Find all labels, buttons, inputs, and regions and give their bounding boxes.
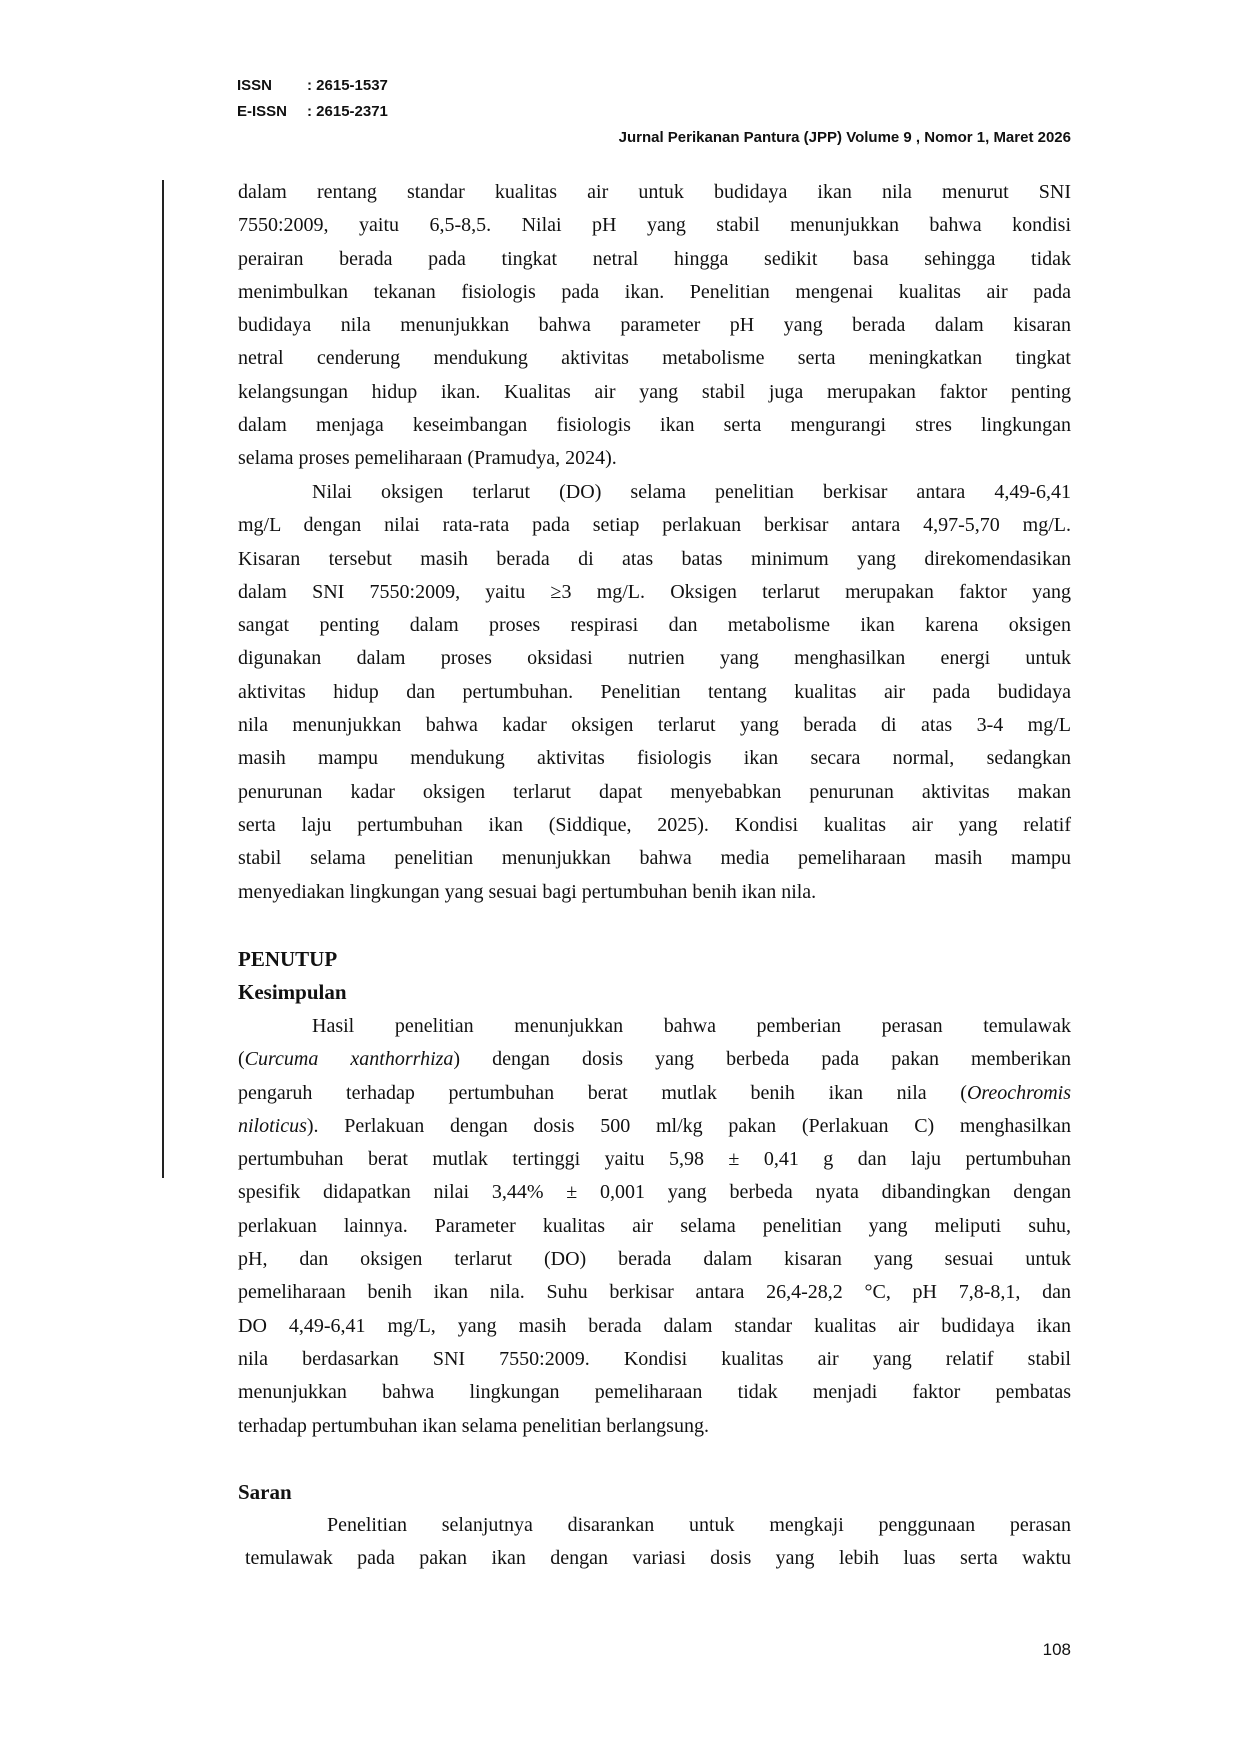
text-segment: pertumbuhan berat mutlak tertinggi yaitu 5,98 ± 0,41 g dan laju pertumbuhan [238,1148,1071,1171]
subheading-conclusion: Kesimpulan [238,980,347,1004]
italic-term: Curcuma xanthorrhiza [244,1048,454,1071]
text-segment: Hasil penelitian menunjukkan bahwa pemberian perasan temulawak [312,1015,1071,1037]
paragraph-2 [238,476,1071,909]
text-line: dalam SNI 7550:2009, yaitu ≥3 mg/L. Oksigen terlarut merupakan faktor yang [238,580,1071,603]
text-line: penurunan kadar oksigen terlarut dapat menyebabkan penurunan aktivitas makan [238,780,1071,803]
text-line [238,1176,1071,1209]
text-line: perairan berada pada tingkat netral hingga sedikit basa sehingga tidak [238,247,1071,270]
text-segment: ( [238,1048,245,1071]
eissn-label: E-ISSN [237,103,288,120]
issn-value: : 2615-1537 [307,77,388,94]
text-line [238,1110,1071,1143]
issn-label: ISSN [237,77,273,94]
text-line: Nilai oksigen terlarut (DO) selama penelitian berkisar antara 4,49-6,41 [312,481,1071,503]
italic-term: Oreochromis [966,1081,1071,1104]
text-segment: terhadap pertumbuhan ikan selama penelitian berlangsung. [238,1414,709,1437]
text-line [238,1310,1071,1343]
text-line: digunakan dalam proses oksidasi nutrien yang menghasilkan energi untuk [238,647,1071,670]
text-line: Kisaran tersebut masih berada di atas batas minimum yang direkomendasikan [238,547,1071,570]
text-line: netral cenderung mendukung aktivitas metabolisme serta meningkatkan tingkat [238,347,1071,370]
text-segment: pemeliharaan benih ikan nila. Suhu berkisar antara 26,4-28,2 °C, pH 7,8-8,1, dan [238,1281,1071,1304]
eissn-value: : 2615-2371 [307,103,388,120]
text-line [238,1276,1071,1309]
text-line: menyediakan lingkungan yang sesuai bagi pertumbuhan benih ikan nila. [238,880,817,903]
text-line: dalam menjaga keseimbangan fisiologis ikan serta mengurangi stres lingkungan [238,414,1071,437]
paragraph-1 [238,176,1071,476]
text-line: selama proses pemeliharaan (Pramudya, 2024). [238,447,617,470]
paragraph-4 [238,1509,1071,1576]
text-line [238,1243,1071,1276]
text-segment: perlakuan lainnya. Parameter kualitas air selama penelitian yang meliputi suhu, [238,1214,1071,1237]
text-line: aktivitas hidup dan pertumbuhan. Penelitian tentang kualitas air pada budidaya [238,680,1071,703]
issn-line [237,77,388,94]
text-line: menimbulkan tekanan fisiologis pada ikan. Penelitian mengenai kualitas air pada [238,280,1071,303]
text-line: mg/L dengan nilai rata-rata pada setiap perlakuan berkisar antara 4,97-5,70 mg/L. [238,514,1071,537]
subheading-suggestion: Saran [238,1480,292,1504]
text-line: dalam rentang standar kualitas air untuk budidaya ikan nila menurut SNI [238,181,1071,203]
text-line [238,1410,1071,1443]
text-line: budidaya nila menunjukkan bahwa parameter pH yang berada dalam kisaran [238,314,1071,337]
text-line: nila menunjukkan bahwa kadar oksigen terlarut yang berada di atas 3-4 mg/L [238,714,1071,737]
text-segment: pH, dan oksigen terlarut (DO) berada dalam kisaran yang sesuai untuk [238,1248,1071,1271]
text-segment: spesifik didapatkan nilai 3,44% ± 0,001 yang berbeda nyata dibandingkan dengan [238,1181,1071,1204]
italic-term: niloticus [238,1114,307,1137]
page-number: 108 [1042,1640,1071,1659]
text-line: masih mampu mendukung aktivitas fisiologis ikan secara normal, sedangkan [238,747,1071,770]
text-line [238,1343,1071,1376]
text-line: serta laju pertumbuhan ikan (Siddique, 2025). Kondisi kualitas air yang relatif [238,813,1071,836]
eissn-line [237,103,388,120]
text-line: 7550:2009, yaitu 6,5-8,5. Nilai pH yang stabil menunjukkan bahwa kondisi [238,214,1071,237]
text-line: temulawak pada pakan ikan dengan variasi dosis yang lebih luas serta waktu [245,1547,1071,1570]
paragraph-3 [238,1010,1071,1443]
journal-title: Jurnal Perikanan Pantura (JPP) Volume 9 , Nomor 1, Maret 2026 [618,129,1071,146]
text-line: kelangsungan hidup ikan. Kualitas air yang stabil juga merupakan faktor penting [238,380,1071,403]
section-heading: PENUTUP [238,947,338,971]
text-segment: menunjukkan bahwa lingkungan pemeliharaan tidak menjadi faktor pembatas [238,1381,1071,1404]
text-line [238,1043,1071,1076]
revision-bar [162,180,164,1178]
text-segment: nila berdasarkan SNI 7550:2009. Kondisi kualitas air yang relatif stabil [238,1347,1071,1370]
text-segment: pengaruh terhadap pertumbuhan berat mutlak benih ikan nila ( [238,1081,967,1104]
text-line: Penelitian selanjutnya disarankan untuk mengkaji penggunaan perasan [327,1514,1071,1536]
text-segment: ) dengan dosis yang berbeda pada pakan memberikan [453,1048,1071,1071]
text-line [238,1077,1071,1110]
text-segment: ). Perlakuan dengan dosis 500 ml/kg pakan (Perlakuan C) menghasilkan [306,1114,1071,1137]
text-line [238,1143,1071,1176]
text-line [238,1010,1071,1043]
text-line: sangat penting dalam proses respirasi dan metabolisme ikan karena oksigen [238,614,1071,637]
text-line [238,1376,1071,1409]
text-segment: DO 4,49-6,41 mg/L, yang masih berada dalam standar kualitas air budidaya ikan [238,1314,1071,1337]
text-line [238,1210,1071,1243]
text-line: stabil selama penelitian menunjukkan bahwa media pemeliharaan masih mampu [238,847,1071,870]
